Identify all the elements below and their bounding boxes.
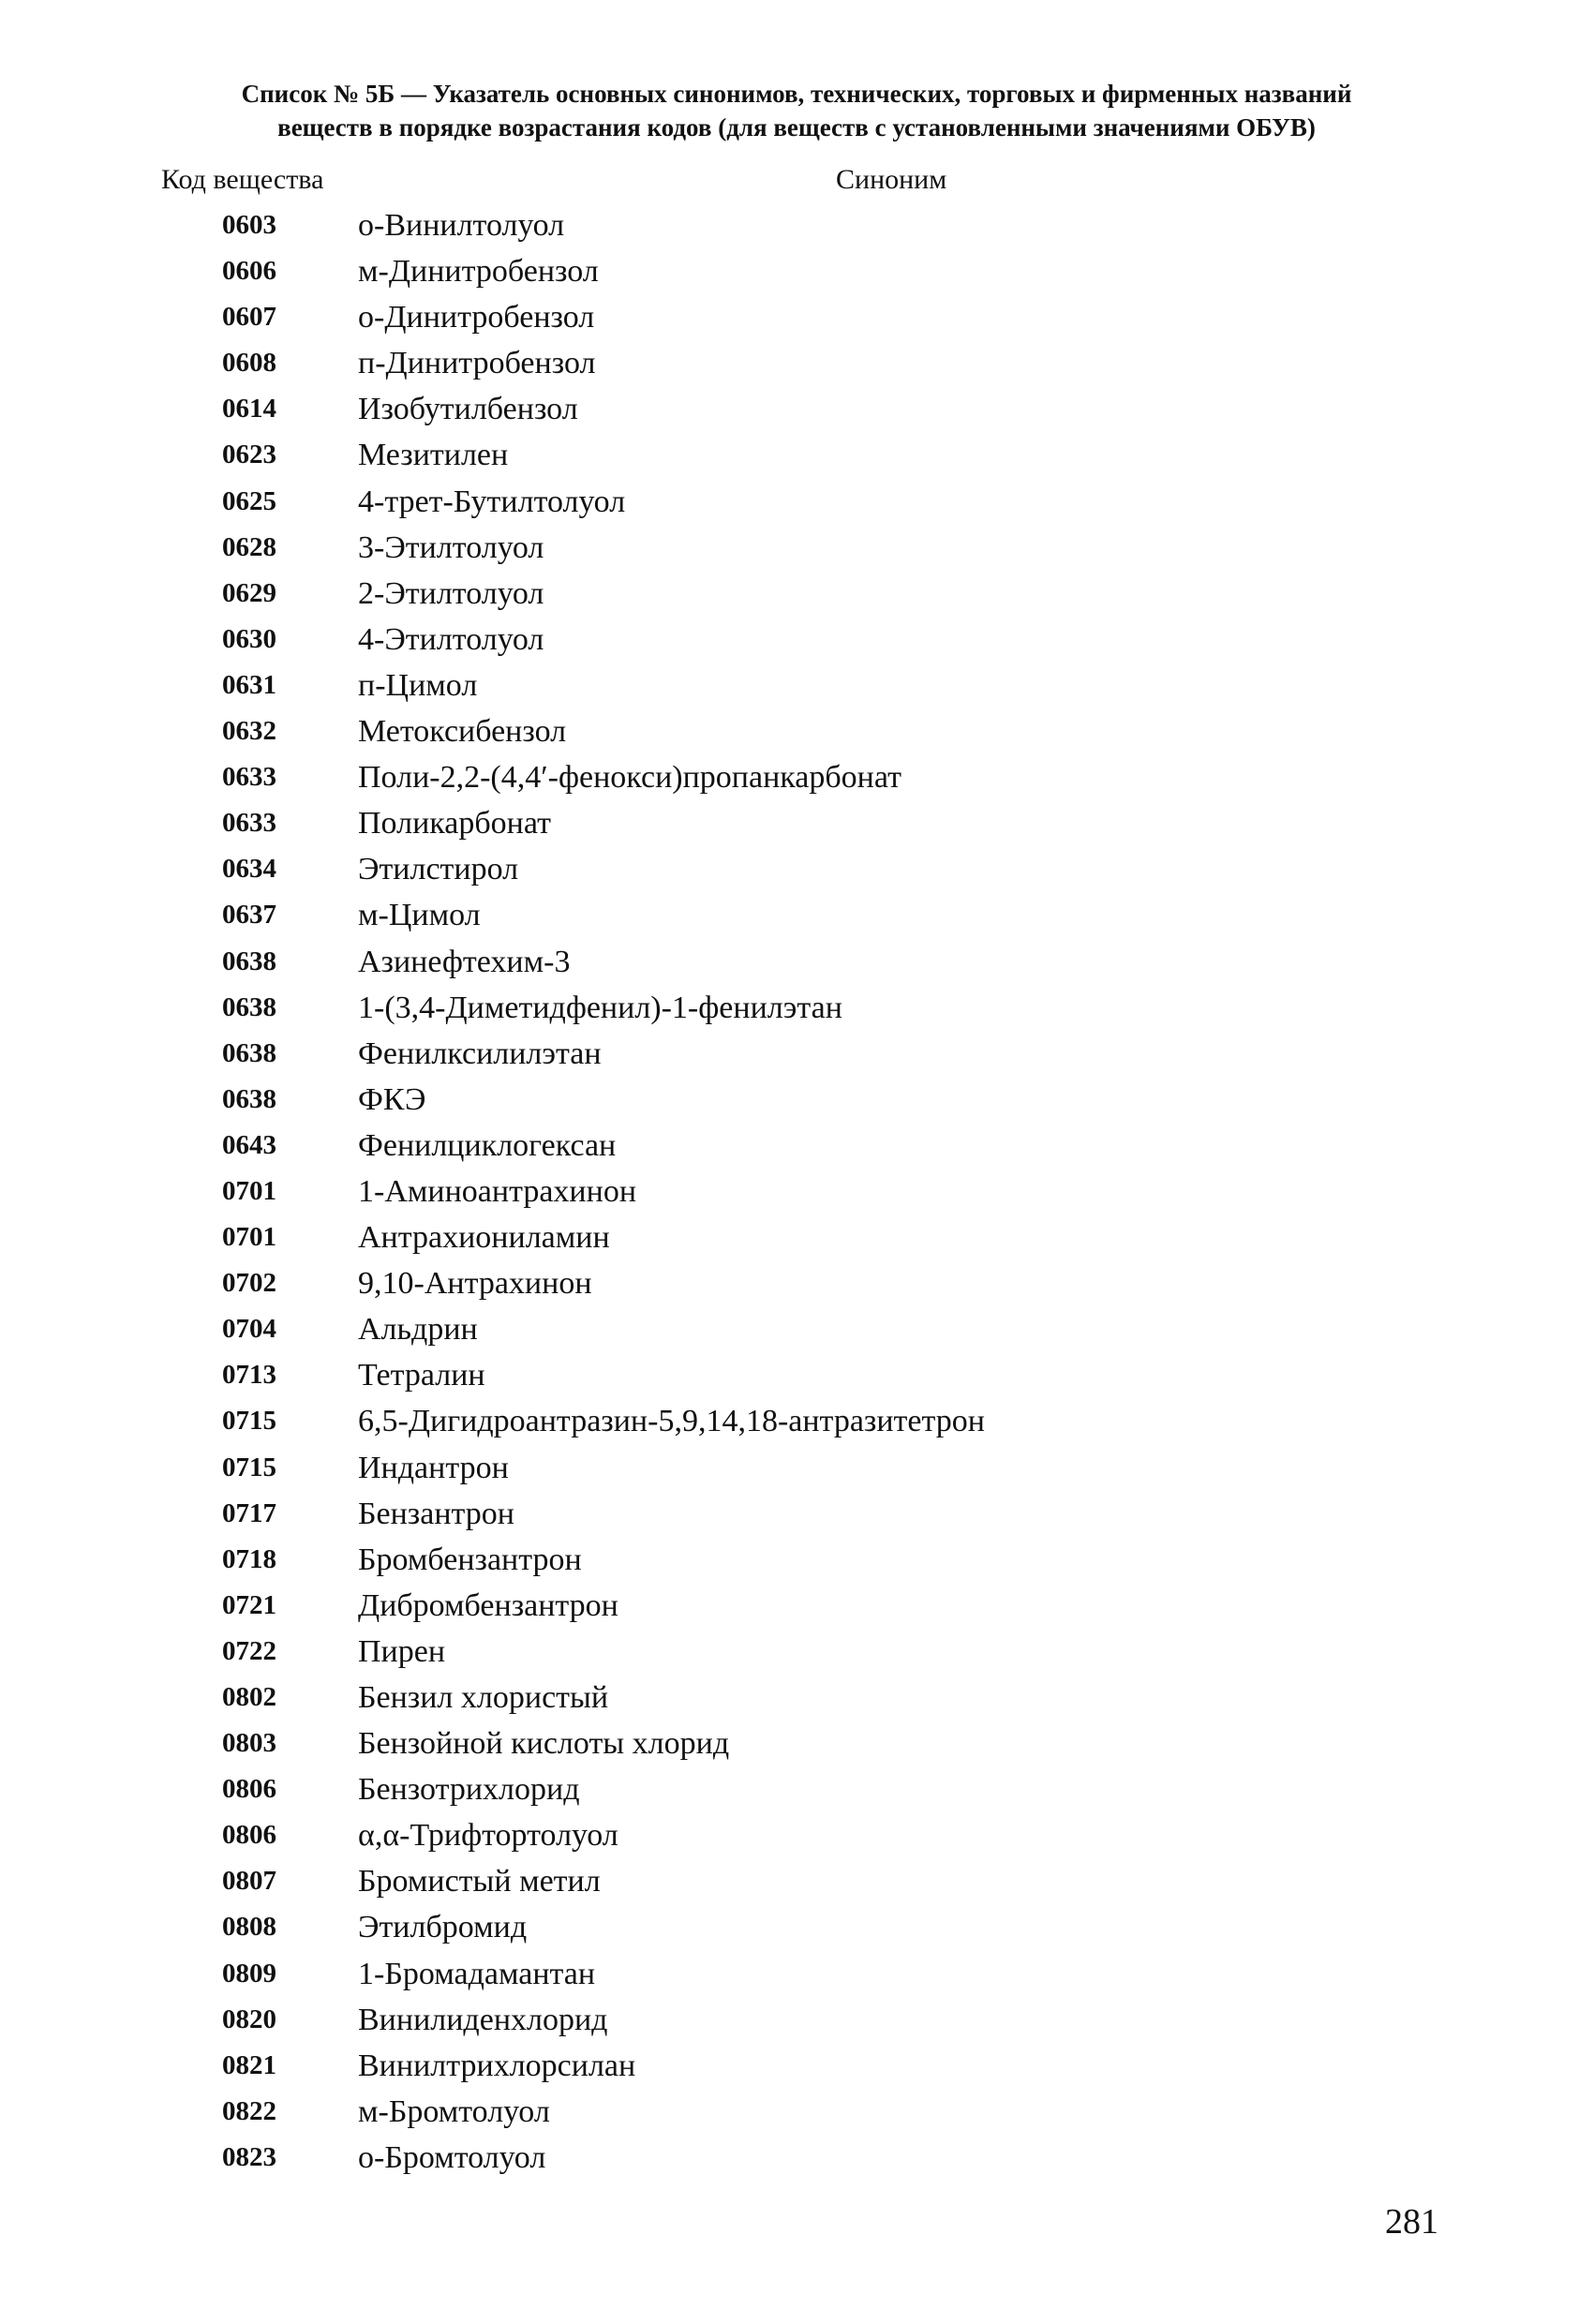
substance-code: 0606: [222, 256, 276, 287]
list-item: [0, 1766, 1594, 1812]
substance-synonym: Бензантрон: [358, 1496, 514, 1531]
substance-code: 0607: [222, 302, 276, 333]
list-item: [0, 1077, 1594, 1123]
list-item: [0, 939, 1594, 985]
list-item: [0, 1123, 1594, 1169]
synonym-list: [0, 202, 1594, 2181]
substance-synonym: Мезитилен: [358, 438, 509, 473]
substance-synonym: Фенилксилилэтан: [358, 1035, 602, 1071]
list-item: [0, 1398, 1594, 1444]
substance-code: 0717: [222, 1497, 276, 1528]
list-item: [0, 1445, 1594, 1491]
substance-code: 0638: [222, 1083, 276, 1114]
substance-synonym: п-Цимол: [358, 667, 478, 703]
list-item: [0, 754, 1594, 800]
substance-code: 0803: [222, 1728, 276, 1759]
list-item: [0, 386, 1594, 432]
list-item: [0, 202, 1594, 248]
substance-code: 0809: [222, 1958, 276, 1989]
substance-synonym: Метоксибензол: [358, 714, 567, 750]
list-item: [0, 1721, 1594, 1766]
substance-synonym: 9,10-Антрахинон: [358, 1266, 592, 1302]
list-item: [0, 571, 1594, 617]
substance-code: 0632: [222, 716, 276, 747]
substance-synonym: Винилиденхлорид: [358, 2002, 608, 2037]
substance-code: 0701: [222, 1175, 276, 1206]
substance-synonym: Бромистый метил: [358, 1864, 601, 1899]
substance-synonym: о-Динитробензол: [358, 300, 595, 335]
substance-code: 0614: [222, 394, 276, 425]
substance-synonym: Бромбензантрон: [358, 1542, 582, 1577]
substance-synonym: Фенилциклогексан: [358, 1127, 617, 1163]
list-item: [0, 617, 1594, 663]
substance-synonym: Азинефтехим-3: [358, 944, 571, 979]
substance-synonym: Этилстирол: [358, 852, 519, 887]
substance-synonym: м-Динитробензол: [358, 254, 599, 290]
substance-synonym: Бензойной кислоты хлорид: [358, 1726, 730, 1762]
substance-synonym: ФКЭ: [358, 1081, 426, 1117]
list-item: [0, 1675, 1594, 1721]
substance-synonym: Индантрон: [358, 1450, 509, 1485]
substance-code: 0822: [222, 2095, 276, 2126]
substance-code: 0807: [222, 1866, 276, 1897]
list-item: [0, 2089, 1594, 2135]
substance-synonym: 3-Этилтолуол: [358, 529, 544, 565]
substance-synonym: 6,5-Дигидроантразин-5,9,14,18-антразитетрон: [358, 1404, 985, 1439]
substance-synonym: 4-трет-Бутилтолуол: [358, 484, 626, 519]
list-item: [0, 846, 1594, 892]
substance-synonym: Альдрин: [358, 1312, 478, 1348]
list-item: [0, 1583, 1594, 1629]
substance-synonym: Винилтрихлорсилан: [358, 2048, 636, 2083]
synonym-column-header: Синоним: [836, 164, 947, 195]
list-item: [0, 2135, 1594, 2181]
list-item: [0, 1951, 1594, 1997]
substance-code: 0638: [222, 946, 276, 976]
substance-synonym: α,α-Трифтортолуол: [358, 1818, 618, 1854]
substance-code: 0638: [222, 1037, 276, 1068]
substance-code: 0629: [222, 577, 276, 608]
substance-code: 0808: [222, 1912, 276, 1943]
substance-code: 0704: [222, 1314, 276, 1345]
list-item: [0, 892, 1594, 938]
substance-code: 0722: [222, 1635, 276, 1666]
list-item: [0, 1997, 1594, 2043]
list-item: [0, 1352, 1594, 1398]
substance-synonym: Поликарбонат: [358, 806, 551, 842]
substance-code: 0623: [222, 439, 276, 470]
page-number: 281: [1385, 2202, 1438, 2242]
substance-synonym: Пирен: [358, 1633, 446, 1669]
substance-code: 0821: [222, 2049, 276, 2080]
list-item: [0, 1812, 1594, 1858]
substance-code: 0603: [222, 210, 276, 240]
title-line-2: веществ в порядке возрастания кодов (для веществ с установленными значениями ОБУВ): [277, 113, 1316, 142]
list-item: [0, 985, 1594, 1031]
substance-synonym: м-Цимол: [358, 898, 481, 933]
list-item: [0, 1491, 1594, 1537]
substance-code: 0633: [222, 808, 276, 839]
substance-synonym: 2-Этилтолуол: [358, 575, 544, 611]
substance-code: 0713: [222, 1360, 276, 1391]
list-item: [0, 2043, 1594, 2089]
substance-code: 0643: [222, 1129, 276, 1160]
substance-code: 0633: [222, 762, 276, 793]
substance-code: 0638: [222, 991, 276, 1022]
substance-synonym: о-Винилтолуол: [358, 208, 565, 243]
list-item: [0, 1214, 1594, 1260]
substance-code: 0806: [222, 1820, 276, 1851]
list-item: [0, 1169, 1594, 1214]
substance-code: 0806: [222, 1774, 276, 1805]
list-item: [0, 663, 1594, 708]
document-title: [150, 77, 1443, 144]
substance-code: 0634: [222, 854, 276, 885]
list-item: [0, 340, 1594, 386]
substance-code: 0631: [222, 669, 276, 700]
substance-code: 0715: [222, 1406, 276, 1437]
substance-synonym: Изобутилбензол: [358, 392, 578, 427]
substance-synonym: 4-Этилтолуол: [358, 621, 544, 657]
substance-synonym: Этилбромид: [358, 1910, 528, 1945]
list-item: [0, 1306, 1594, 1352]
substance-code: 0715: [222, 1452, 276, 1482]
substance-code: 0630: [222, 623, 276, 654]
substance-code: 0823: [222, 2141, 276, 2172]
substance-synonym: Дибромбензантрон: [358, 1587, 618, 1623]
substance-synonym: Бензотрихлорид: [358, 1772, 580, 1808]
substance-synonym: п-Динитробензол: [358, 346, 596, 381]
list-item: [0, 1031, 1594, 1077]
substance-synonym: 1-Бромадамантан: [358, 1956, 596, 1991]
substance-synonym: Тетралин: [358, 1358, 485, 1393]
list-item: [0, 1537, 1594, 1583]
substance-code: 0701: [222, 1222, 276, 1253]
substance-code: 0721: [222, 1589, 276, 1620]
list-item: [0, 1858, 1594, 1904]
list-item: [0, 479, 1594, 525]
substance-code: 0718: [222, 1543, 276, 1574]
list-item: [0, 248, 1594, 294]
substance-code: 0608: [222, 348, 276, 379]
list-item: [0, 294, 1594, 340]
substance-code: 0625: [222, 485, 276, 516]
list-item: [0, 1629, 1594, 1675]
substance-synonym: Бензил хлористый: [358, 1680, 609, 1715]
substance-code: 0820: [222, 2004, 276, 2034]
substance-code: 0628: [222, 531, 276, 562]
substance-synonym: о-Бромтолуол: [358, 2139, 546, 2175]
substance-code: 0702: [222, 1268, 276, 1299]
substance-code: 0802: [222, 1682, 276, 1712]
list-item: [0, 525, 1594, 571]
substance-synonym: 1-Аминоантрахинон: [358, 1173, 637, 1209]
substance-synonym: Поли-2,2-(4,4′-фенокси)пропанкарбонат: [358, 760, 901, 796]
substance-synonym: Антрахиониламин: [358, 1220, 610, 1256]
substance-code: 0637: [222, 900, 276, 931]
code-column-header: Код вещества: [161, 164, 324, 195]
substance-synonym: 1-(3,4-Диметидфенил)-1-фенилэтан: [358, 990, 842, 1025]
list-item: [0, 432, 1594, 478]
substance-synonym: м-Бромтолуол: [358, 2093, 550, 2129]
list-item: [0, 708, 1594, 754]
list-item: [0, 1260, 1594, 1306]
title-line-1: Список № 5Б — Указатель основных синонимов, технических, торговых и фирменных названий: [241, 80, 1352, 108]
list-item: [0, 800, 1594, 846]
list-item: [0, 1904, 1594, 1950]
